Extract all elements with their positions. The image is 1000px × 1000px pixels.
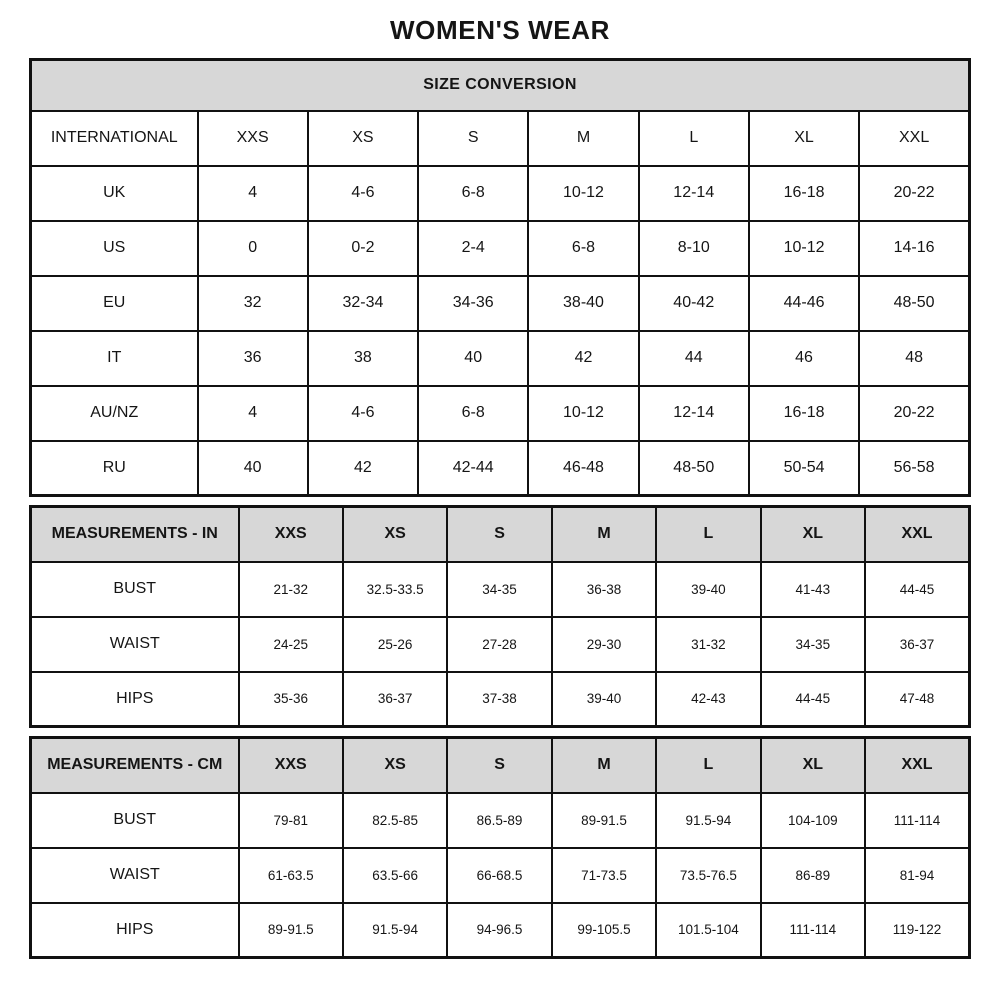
size-value: 82.5-85 bbox=[343, 793, 447, 848]
size-value: 10-12 bbox=[749, 221, 859, 276]
size-value: 2-4 bbox=[418, 221, 528, 276]
column-header: XXL bbox=[865, 507, 969, 562]
column-header: S bbox=[418, 111, 528, 166]
size-value: 21-32 bbox=[239, 562, 343, 617]
size-value: 6-8 bbox=[418, 386, 528, 441]
size-value: 39-40 bbox=[552, 672, 656, 727]
size-value: 41-43 bbox=[761, 562, 865, 617]
size-value: 38 bbox=[308, 331, 418, 386]
row-group-header: MEASUREMENTS - CM bbox=[31, 738, 239, 793]
table-row bbox=[31, 672, 970, 727]
size-value: 66-68.5 bbox=[447, 848, 551, 903]
header-row bbox=[31, 111, 970, 166]
size-value: 46 bbox=[749, 331, 859, 386]
size-value: 12-14 bbox=[639, 166, 749, 221]
row-label: US bbox=[31, 221, 198, 276]
page-title: WOMEN'S WEAR bbox=[390, 15, 610, 45]
row-label: BUST bbox=[31, 562, 239, 617]
column-header: XXS bbox=[198, 111, 308, 166]
size-value: 6-8 bbox=[528, 221, 638, 276]
size-value: 16-18 bbox=[749, 166, 859, 221]
size-value: 4-6 bbox=[308, 166, 418, 221]
size-value: 0-2 bbox=[308, 221, 418, 276]
size-value: 40 bbox=[198, 441, 308, 496]
size-value: 10-12 bbox=[528, 386, 638, 441]
column-header: S bbox=[447, 738, 551, 793]
size-value: 91.5-94 bbox=[343, 903, 447, 958]
size-value: 73.5-76.5 bbox=[656, 848, 760, 903]
size-value: 34-36 bbox=[418, 276, 528, 331]
header-row bbox=[31, 507, 970, 562]
size-value: 40-42 bbox=[639, 276, 749, 331]
size-value: 40 bbox=[418, 331, 528, 386]
table-row bbox=[31, 221, 970, 276]
row-label: WAIST bbox=[31, 848, 239, 903]
size-value: 71-73.5 bbox=[552, 848, 656, 903]
column-header: XS bbox=[308, 111, 418, 166]
size-value: 111-114 bbox=[761, 903, 865, 958]
size-value: 81-94 bbox=[865, 848, 969, 903]
size-value: 32-34 bbox=[308, 276, 418, 331]
size-value: 101.5-104 bbox=[656, 903, 760, 958]
size-value: 27-28 bbox=[447, 617, 551, 672]
size-value: 44-45 bbox=[865, 562, 969, 617]
size-value: 89-91.5 bbox=[239, 903, 343, 958]
size-value: 86.5-89 bbox=[447, 793, 551, 848]
size-value: 38-40 bbox=[528, 276, 638, 331]
size-value: 44-46 bbox=[749, 276, 859, 331]
column-header: XXL bbox=[865, 738, 969, 793]
size-value: 42 bbox=[528, 331, 638, 386]
size-value: 42 bbox=[308, 441, 418, 496]
column-header: XL bbox=[749, 111, 859, 166]
row-label: EU bbox=[31, 276, 198, 331]
row-label: IT bbox=[31, 331, 198, 386]
table-title-row bbox=[31, 60, 970, 111]
size-value: 29-30 bbox=[552, 617, 656, 672]
column-header: XS bbox=[343, 738, 447, 793]
size-value: 36 bbox=[198, 331, 308, 386]
table-row bbox=[31, 331, 970, 386]
row-label: RU bbox=[31, 441, 198, 496]
size-value: 36-38 bbox=[552, 562, 656, 617]
size-value: 36-37 bbox=[865, 617, 969, 672]
size-value: 37-38 bbox=[447, 672, 551, 727]
size-value: 42-44 bbox=[418, 441, 528, 496]
column-header: XXL bbox=[859, 111, 969, 166]
size-value: 12-14 bbox=[639, 386, 749, 441]
size-value: 61-63.5 bbox=[239, 848, 343, 903]
row-label: AU/NZ bbox=[31, 386, 198, 441]
size-value: 79-81 bbox=[239, 793, 343, 848]
size-value: 20-22 bbox=[859, 166, 969, 221]
size-value: 48-50 bbox=[859, 276, 969, 331]
table-row bbox=[31, 441, 970, 496]
size-value: 4 bbox=[198, 386, 308, 441]
size-value: 8-10 bbox=[639, 221, 749, 276]
column-header: XXS bbox=[239, 738, 343, 793]
size-value: 63.5-66 bbox=[343, 848, 447, 903]
header-row bbox=[31, 738, 970, 793]
column-header: XL bbox=[761, 738, 865, 793]
tables-container bbox=[29, 58, 971, 959]
column-header: M bbox=[552, 738, 656, 793]
measurements-cm-table bbox=[29, 736, 971, 959]
table-row bbox=[31, 617, 970, 672]
size-value: 24-25 bbox=[239, 617, 343, 672]
size-value: 31-32 bbox=[656, 617, 760, 672]
table-row bbox=[31, 166, 970, 221]
column-header: L bbox=[639, 111, 749, 166]
row-label: UK bbox=[31, 166, 198, 221]
size-value: 94-96.5 bbox=[447, 903, 551, 958]
size-value: 48 bbox=[859, 331, 969, 386]
size-value: 99-105.5 bbox=[552, 903, 656, 958]
column-header: L bbox=[656, 507, 760, 562]
row-group-header: INTERNATIONAL bbox=[31, 111, 198, 166]
size-value: 39-40 bbox=[656, 562, 760, 617]
size-value: 36-37 bbox=[343, 672, 447, 727]
table-row bbox=[31, 793, 970, 848]
size-value: 6-8 bbox=[418, 166, 528, 221]
size-value: 48-50 bbox=[639, 441, 749, 496]
table-row bbox=[31, 903, 970, 958]
size-value: 32.5-33.5 bbox=[343, 562, 447, 617]
size-value: 16-18 bbox=[749, 386, 859, 441]
size-value: 32 bbox=[198, 276, 308, 331]
table-title: SIZE CONVERSION bbox=[31, 60, 970, 111]
size-value: 89-91.5 bbox=[552, 793, 656, 848]
row-label: HIPS bbox=[31, 903, 239, 958]
table-row bbox=[31, 562, 970, 617]
size-value: 119-122 bbox=[865, 903, 969, 958]
size-value: 10-12 bbox=[528, 166, 638, 221]
size-value: 47-48 bbox=[865, 672, 969, 727]
size-conversion-table bbox=[29, 58, 971, 497]
row-group-header: MEASUREMENTS - IN bbox=[31, 507, 239, 562]
size-value: 56-58 bbox=[859, 441, 969, 496]
size-value: 50-54 bbox=[749, 441, 859, 496]
column-header: L bbox=[656, 738, 760, 793]
size-value: 91.5-94 bbox=[656, 793, 760, 848]
column-header: M bbox=[552, 507, 656, 562]
size-value: 44-45 bbox=[761, 672, 865, 727]
column-header: XL bbox=[761, 507, 865, 562]
table-row bbox=[31, 386, 970, 441]
size-value: 44 bbox=[639, 331, 749, 386]
size-value: 46-48 bbox=[528, 441, 638, 496]
size-value: 111-114 bbox=[865, 793, 969, 848]
size-value: 42-43 bbox=[656, 672, 760, 727]
size-value: 4 bbox=[198, 166, 308, 221]
table-row bbox=[31, 848, 970, 903]
size-value: 0 bbox=[198, 221, 308, 276]
size-value: 35-36 bbox=[239, 672, 343, 727]
measurements-in-table bbox=[29, 505, 971, 728]
table-row bbox=[31, 276, 970, 331]
column-header: XS bbox=[343, 507, 447, 562]
size-value: 25-26 bbox=[343, 617, 447, 672]
size-value: 14-16 bbox=[859, 221, 969, 276]
column-header: XXS bbox=[239, 507, 343, 562]
row-label: HIPS bbox=[31, 672, 239, 727]
size-value: 86-89 bbox=[761, 848, 865, 903]
size-value: 104-109 bbox=[761, 793, 865, 848]
column-header: M bbox=[528, 111, 638, 166]
size-value: 20-22 bbox=[859, 386, 969, 441]
column-header: S bbox=[447, 507, 551, 562]
row-label: WAIST bbox=[31, 617, 239, 672]
size-value: 4-6 bbox=[308, 386, 418, 441]
size-value: 34-35 bbox=[761, 617, 865, 672]
row-label: BUST bbox=[31, 793, 239, 848]
size-value: 34-35 bbox=[447, 562, 551, 617]
